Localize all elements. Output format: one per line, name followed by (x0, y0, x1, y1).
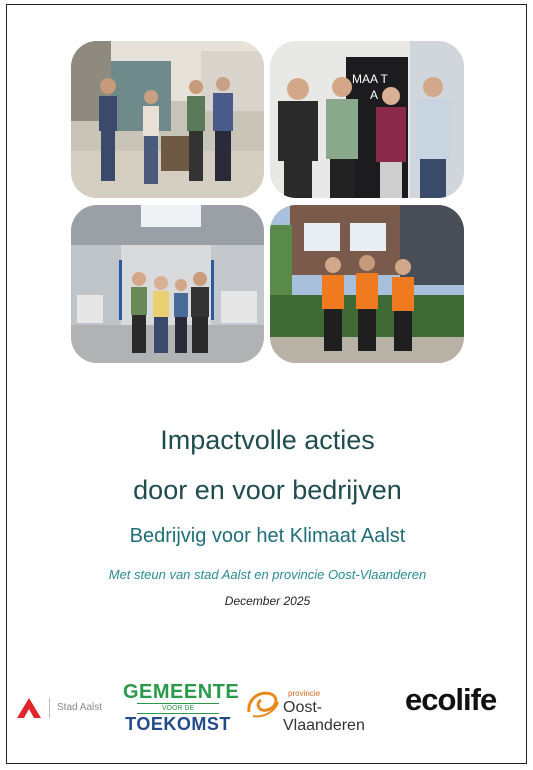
gvdt-line-2: VOOR DE (137, 703, 219, 714)
ov-name-label: Oost-Vlaanderen (283, 699, 365, 734)
cover-page (6, 4, 527, 764)
partner-logos (7, 670, 528, 734)
stad-aalst-logo (15, 698, 107, 718)
logo-separator (49, 698, 50, 718)
title-line-1: Impactvolle acties (160, 425, 375, 455)
stad-aalst-label: Stad Aalst (57, 702, 103, 713)
photo-outdoor-team (270, 205, 464, 363)
aalst-triangle-icon (17, 698, 41, 718)
oost-vlaanderen-swirl-icon (245, 686, 281, 720)
subtitle: Bedrijvig voor het Klimaat Aalst (129, 525, 406, 547)
photo-warehouse-team (71, 205, 264, 363)
oost-vlaanderen-logo (245, 686, 395, 734)
photo-workshop-team (71, 41, 264, 198)
ecolife-logo: ecolife (405, 682, 497, 717)
sign-text-line2: A (370, 88, 379, 102)
date: December 2025 (224, 594, 311, 608)
title-line-2: door en voor bedrijven (133, 475, 402, 505)
ov-provincie-label: provincie (288, 689, 321, 698)
gvdt-line-3: TOEKOMST (125, 714, 231, 734)
sign-text-line1: MAA T (352, 72, 388, 86)
gemeente-voor-de-toekomst-logo (123, 681, 240, 734)
support-line: Met steun van stad Aalst en provincie Oost-Vlaanderen (108, 567, 427, 582)
gvdt-line-1: GEMEENTE (123, 681, 240, 703)
photo-office-team (270, 41, 464, 198)
